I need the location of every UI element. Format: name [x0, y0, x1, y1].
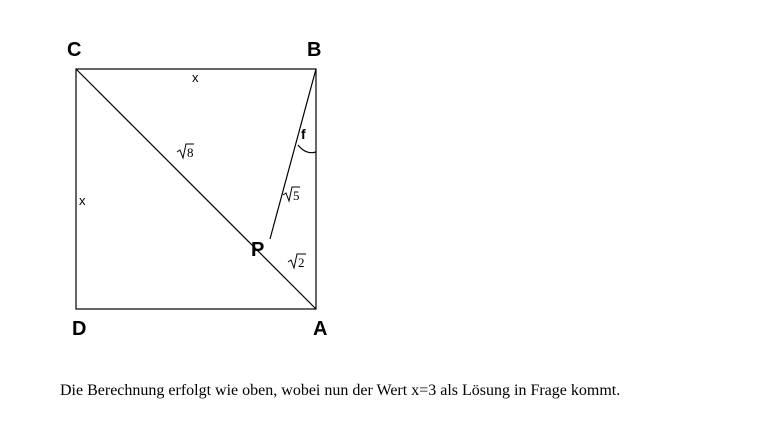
angle-label-f: f: [301, 126, 306, 142]
vertex-label-a: A: [313, 318, 328, 340]
vertex-label-p: P: [251, 239, 265, 261]
angle-arc-f: [298, 145, 316, 153]
segment-label-bp: 5: [293, 188, 300, 203]
vertex-label-c: C: [67, 39, 82, 61]
segment-label-pa: 2: [298, 255, 305, 270]
segment-b-to-p: [270, 69, 316, 239]
side-label-dc: x: [79, 193, 86, 208]
caption-text: Die Berechnung erfolgt wie oben, wobei nun der Wert x=3 als Lösung in Frage kommt.: [60, 382, 621, 399]
sqrt-label-cp: [177, 144, 194, 160]
sqrt-label-pa: [288, 254, 306, 270]
vertex-label-d: D: [72, 318, 87, 340]
vertex-label-b: B: [307, 39, 322, 61]
segment-label-cp: 8: [187, 145, 194, 160]
segment-c-to-a: [76, 69, 316, 309]
side-label-cb: x: [192, 70, 199, 85]
sqrt-label-bp: [283, 187, 300, 203]
